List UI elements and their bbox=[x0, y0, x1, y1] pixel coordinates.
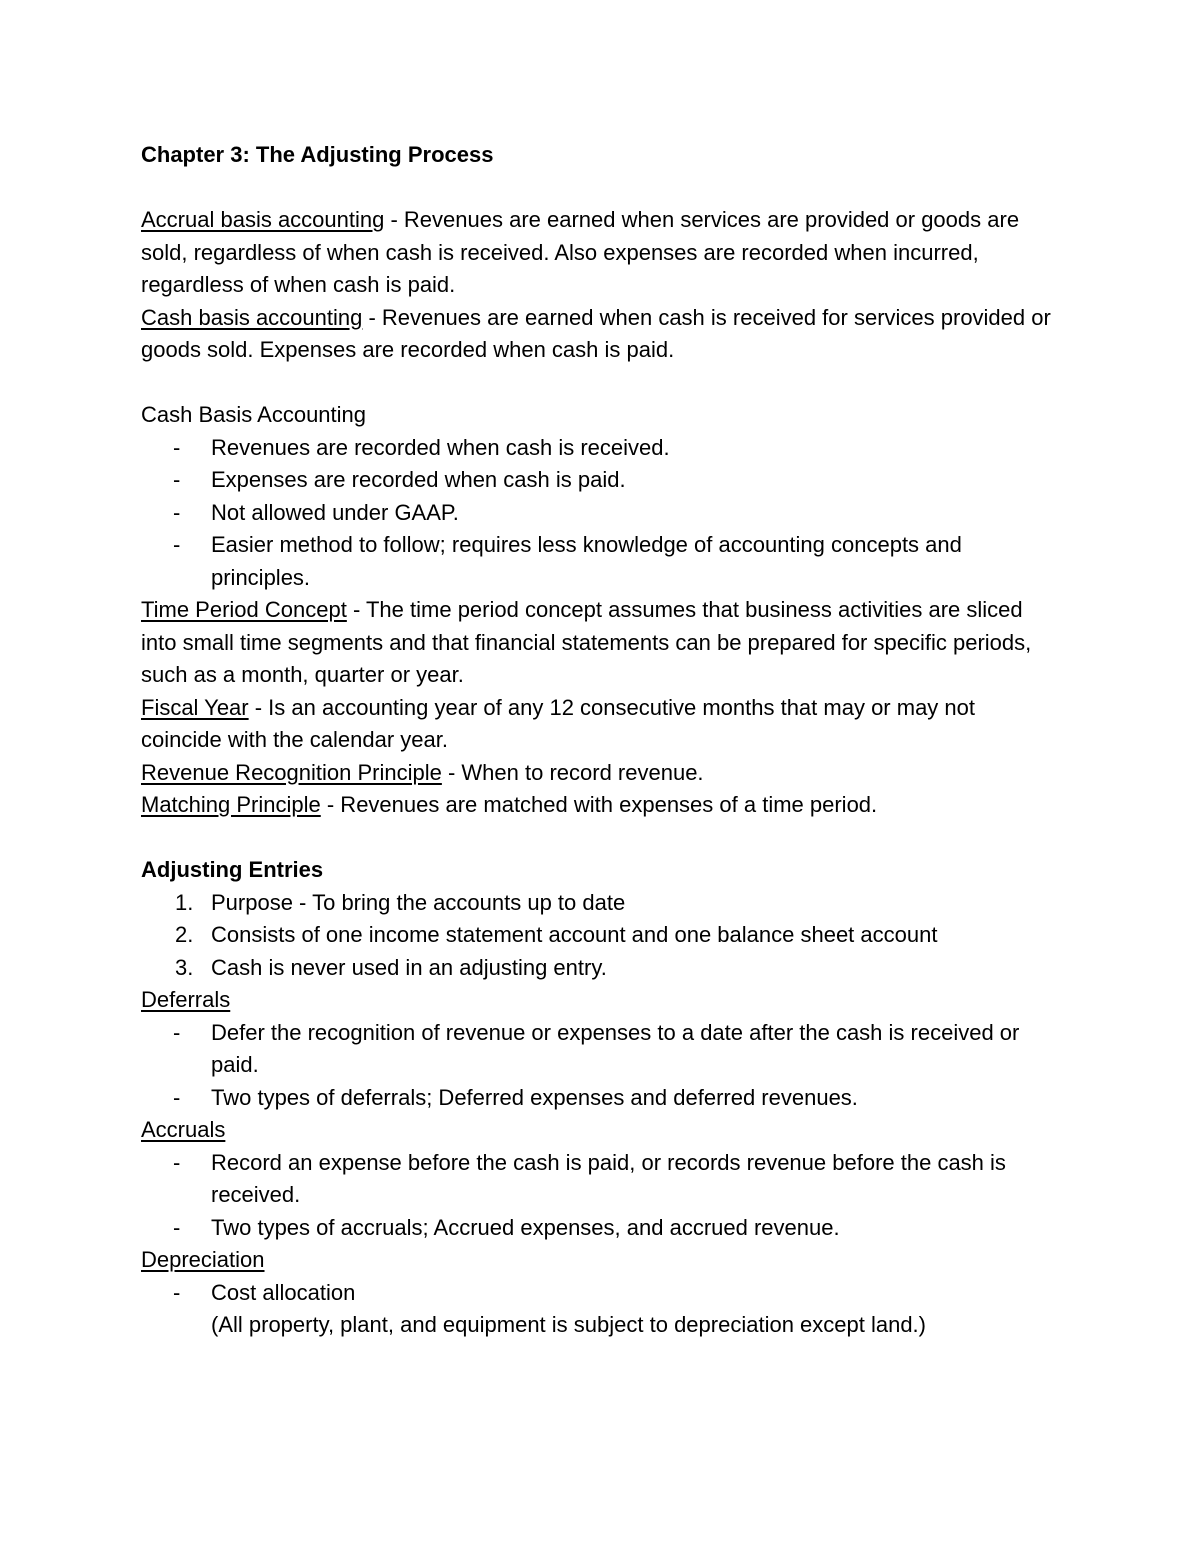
term-time-period: Time Period Concept bbox=[141, 597, 347, 622]
number-marker: 1. bbox=[175, 889, 194, 915]
list-item-text: Consists of one income statement account and one balance sheet account bbox=[211, 922, 938, 947]
spacer bbox=[141, 822, 1061, 855]
definition-revenue-recognition bbox=[141, 757, 1061, 790]
list-item-text: Record an expense before the cash is paid, or records revenue before the cash is received. bbox=[211, 1149, 1006, 1207]
list-item-text: Purpose - To bring the accounts up to date bbox=[211, 889, 626, 915]
list-item-text: Cash is never used in an adjusting entry. bbox=[211, 954, 607, 980]
deferrals-list bbox=[141, 1017, 1061, 1115]
definition-time-period bbox=[141, 594, 1061, 692]
definition-text: - Is an accounting year of any 12 consecutive months that may or may not coincide with the calendar year. bbox=[141, 694, 976, 752]
list-item bbox=[141, 432, 1061, 465]
adjusting-entries-list bbox=[141, 887, 1061, 985]
dash-marker: - bbox=[173, 1019, 181, 1045]
list-item-text: Easier method to follow; requires less knowledge of accounting concepts and principles. bbox=[211, 532, 962, 590]
definition-text: - Revenues are matched with expenses of a time period. bbox=[320, 792, 878, 817]
term-accrual-basis: Accrual basis accounting bbox=[141, 207, 385, 232]
accruals-heading: Accruals bbox=[141, 1117, 226, 1142]
dash-marker: - bbox=[173, 1084, 181, 1110]
definition-cash-basis bbox=[141, 302, 1061, 367]
document-content bbox=[141, 139, 1061, 1342]
dash-marker: - bbox=[173, 499, 181, 525]
definition-text: - When to record revenue. bbox=[441, 759, 704, 785]
list-item-text: Defer the recognition of revenue or expenses to a date after the cash is received or paid. bbox=[211, 1019, 1020, 1077]
list-item bbox=[141, 529, 1061, 594]
list-item bbox=[141, 497, 1061, 530]
dash-marker: - bbox=[173, 532, 181, 557]
depreciation-note: (All property, plant, and equipment is subject to depreciation except land.) bbox=[211, 1312, 926, 1337]
list-item bbox=[141, 887, 1061, 920]
number-marker: 2. bbox=[175, 922, 194, 947]
dash-marker: - bbox=[173, 434, 181, 460]
list-item-text: Revenues are recorded when cash is received. bbox=[211, 434, 670, 460]
spacer bbox=[141, 367, 1061, 400]
accruals-list bbox=[141, 1147, 1061, 1245]
definition-fiscal-year bbox=[141, 692, 1061, 757]
cash-basis-heading: Cash Basis Accounting bbox=[141, 402, 367, 427]
term-revenue-recognition: Revenue Recognition Principle bbox=[141, 759, 442, 785]
list-item bbox=[141, 1017, 1061, 1082]
term-fiscal-year: Fiscal Year bbox=[141, 694, 249, 720]
definition-text: - Revenues are earned when cash is received for services provided or goods sold. Expenses are recorded when cash is paid. bbox=[141, 304, 1051, 362]
list-item-text: Not allowed under GAAP. bbox=[211, 499, 459, 525]
dash-marker: - bbox=[173, 1279, 181, 1305]
definition-matching bbox=[141, 789, 1061, 822]
list-item bbox=[141, 1277, 1061, 1310]
term-matching: Matching Principle bbox=[141, 792, 321, 817]
cash-basis-list bbox=[141, 432, 1061, 595]
list-item-text: Two types of accruals; Accrued expenses, and accrued revenue. bbox=[211, 1214, 840, 1240]
list-item bbox=[141, 919, 1061, 952]
list-item bbox=[141, 952, 1061, 985]
definition-accrual-basis bbox=[141, 204, 1061, 302]
list-item-text: Expenses are recorded when cash is paid. bbox=[211, 467, 626, 492]
depreciation-heading: Depreciation bbox=[141, 1247, 265, 1272]
deferrals-heading: Deferrals bbox=[141, 987, 231, 1012]
number-marker: 3. bbox=[175, 954, 194, 980]
list-item-text: Cost allocation bbox=[211, 1279, 356, 1305]
list-item bbox=[141, 1212, 1061, 1245]
list-item-text: Two types of deferrals; Deferred expenses and deferred revenues. bbox=[211, 1084, 858, 1110]
dash-marker: - bbox=[173, 467, 181, 492]
depreciation-list bbox=[141, 1277, 1061, 1310]
term-cash-basis: Cash basis accounting bbox=[141, 304, 363, 330]
dash-marker: - bbox=[173, 1149, 181, 1175]
adjusting-entries-heading: Adjusting Entries bbox=[141, 857, 324, 882]
list-item bbox=[141, 464, 1061, 497]
spacer bbox=[141, 172, 1061, 205]
page-title: Chapter 3: The Adjusting Process bbox=[141, 142, 494, 167]
list-item bbox=[141, 1082, 1061, 1115]
definition-text: - The time period concept assumes that business activities are sliced into small time segments and that financial statements can be prepared for specific periods, such as a month, quarter or year. bbox=[141, 597, 1032, 687]
dash-marker: - bbox=[173, 1214, 181, 1240]
definition-text: - Revenues are earned when services are provided or goods are sold, regardless of when cash is received. Also expenses are recorded when incurred, regardless of when cash is paid. bbox=[141, 207, 1020, 297]
list-item bbox=[141, 1147, 1061, 1212]
